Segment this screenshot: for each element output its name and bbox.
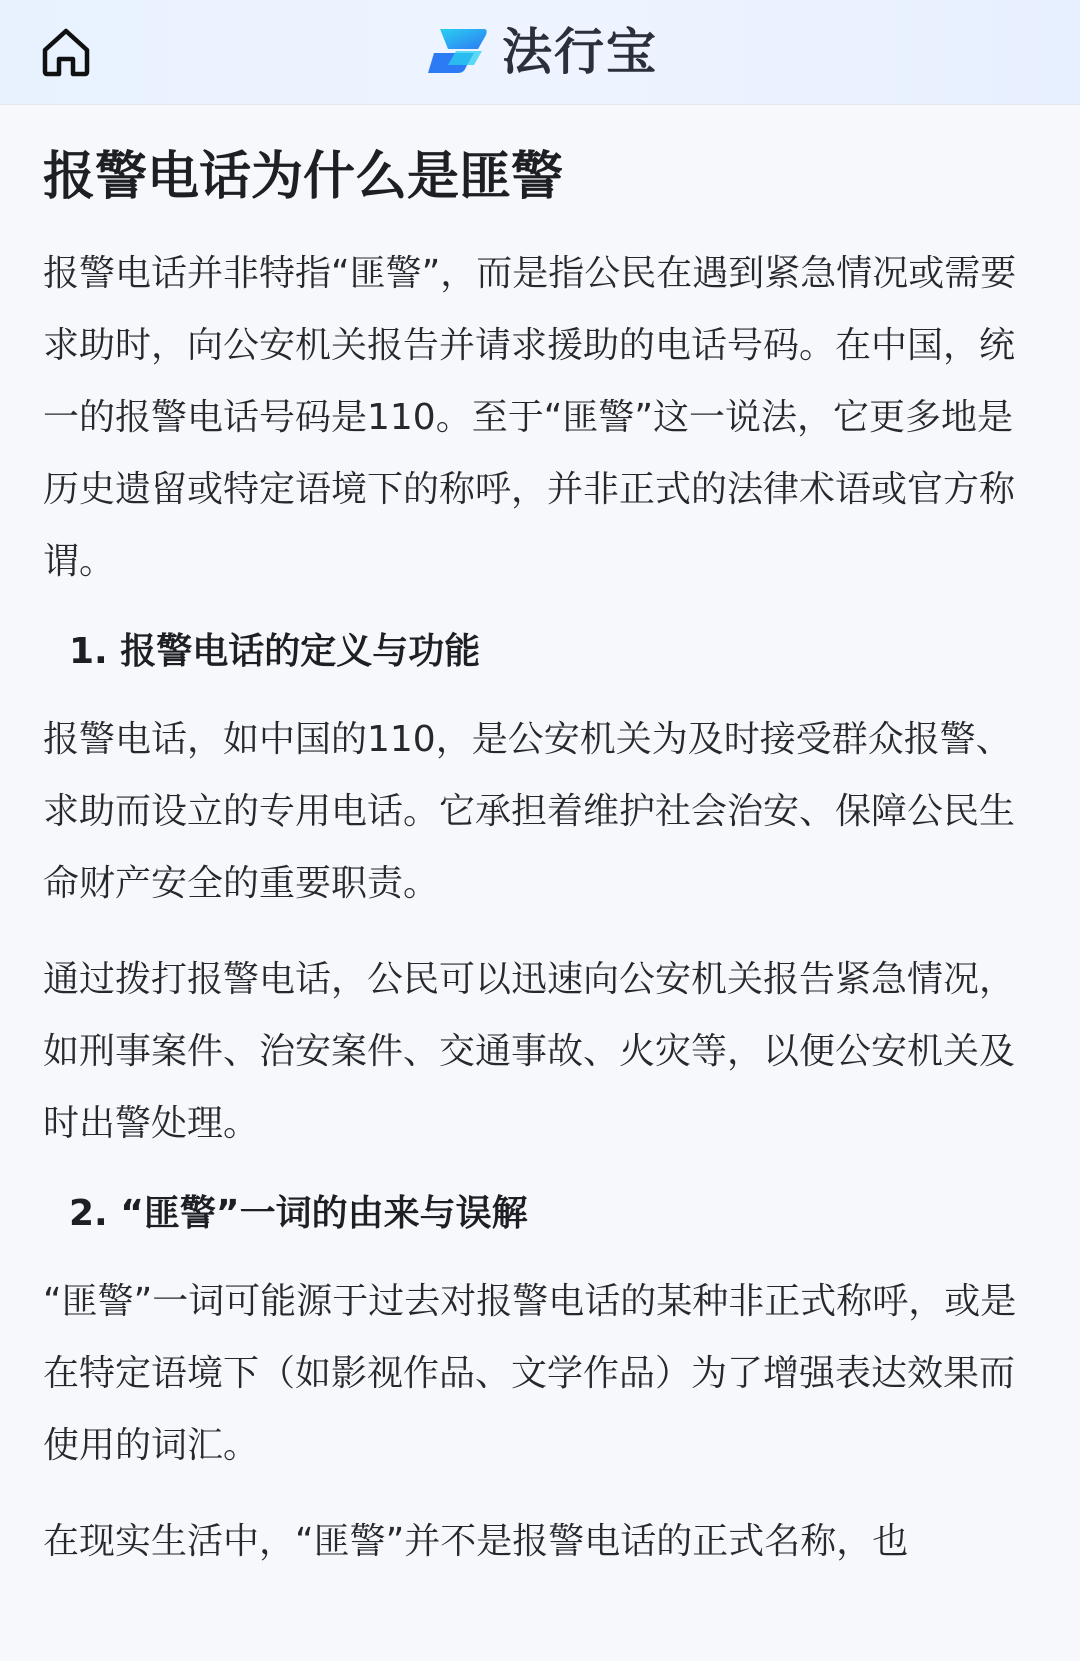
section-heading: 2. “匪警”一词的由来与误解 [69,1193,528,1234]
home-icon [39,26,93,78]
paragraph: 报警电话，如中国的110，是公安机关为及时接受群众报警、求助而设立的专用电话。它承担着维护社会治安、保障公民生命财产安全的重要职责。 [43,719,1016,904]
brand-name: 法行宝 [502,23,658,81]
article-title: 报警电话为什么是匪警 [43,147,564,207]
paragraph: 在现实生活中，“匪警”并不是报警电话的正式名称，也 [43,1521,909,1562]
paragraph: 通过拨打报警电话，公民可以迅速向公安机关报告紧急情况，如刑事案件、治安案件、交通事故、火灾等，以便公安机关及时出警处理。 [43,959,1016,1144]
paragraph: 报警电话并非特指“匪警”，而是指公民在遇到紧急情况或需要求助时，向公安机关报告并请求援助的电话号码。在中国，统一的报警电话号码是110。至于“匪警”这一说法，它更多地是历史遗留或特定语境下的称呼，并非正式的法律术语或官方称谓。 [43,253,1017,582]
paragraph: “匪警”一词可能源于过去对报警电话的某种非正式称呼，或是在特定语境下（如影视作品、文学作品）为了增强表达效果而使用的词汇。 [43,1281,1017,1466]
brand [426,22,658,82]
article [43,126,1033,1602]
brand-logo-icon [426,27,490,77]
top-bar [0,0,1080,105]
section-heading: 1. 报警电话的定义与功能 [69,631,481,672]
home-button[interactable] [36,22,96,82]
